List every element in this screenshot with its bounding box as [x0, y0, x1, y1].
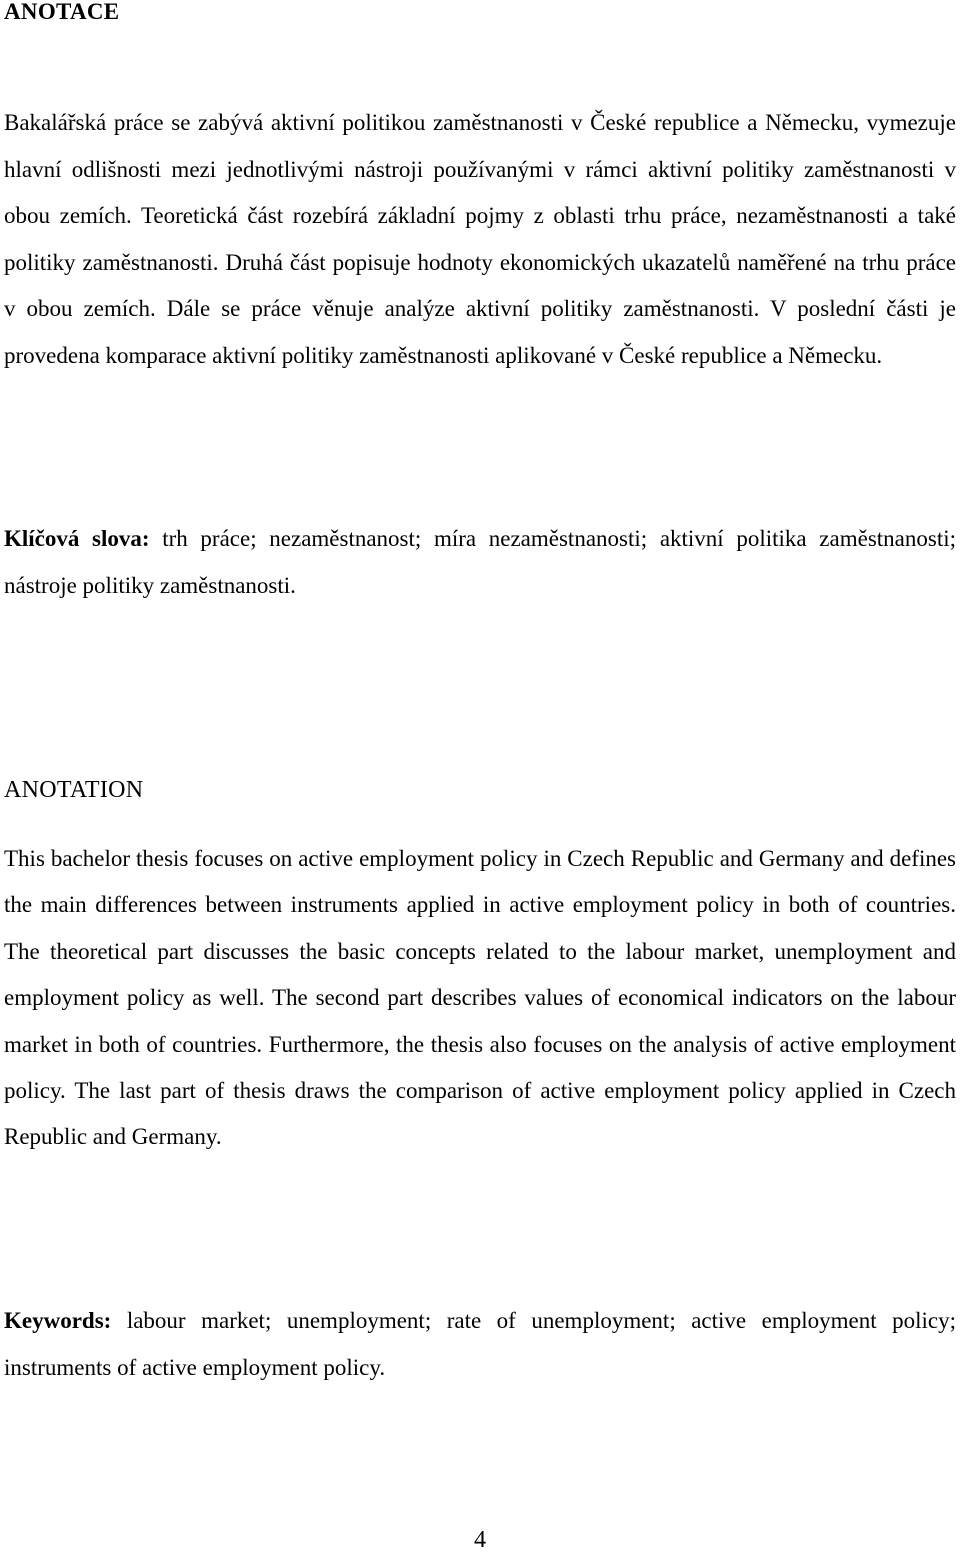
english-heading: ANOTATION — [4, 777, 144, 803]
english-keywords — [4, 1298, 956, 1391]
english-abstract: This bachelor thesis focuses on active employment policy in Czech Republic and Germany and defines the main differences between instruments applied in active employment policy in both of countries. The theoretical part discusses the basic concepts related to the labour market, unemployment and employment policy as well. The second part describes values of economical indicators on the labour market in both of countries. Furthermore, the thesis also focuses on the analysis of active employment policy. The last part of thesis draws the comparison of active employment policy applied in Czech Republic and Germany. — [4, 846, 956, 1150]
english-keywords-text: labour market; unemployment; rate of unemployment; active employment policy; instruments of active employment policy. — [4, 1308, 956, 1380]
czech-keywords-text: trh práce; nezaměstnanost; míra nezaměstnanosti; aktivní politika zaměstnanosti; nástroje politiky zaměstnanosti. — [4, 526, 956, 598]
czech-abstract: Bakalářská práce se zabývá aktivní politikou zaměstnanosti v České republice a Německu, vymezuje hlavní odlišnosti mezi jednotlivými nástroji používanými v rámci aktivní politiky zaměstnanosti v obou zemích. Teoretická část rozebírá základní pojmy z oblasti trhu práce, nezaměstnanosti a také politiky zaměstnanosti. Druhá část popisuje hodnoty ekonomických ukazatelů naměřené na trhu práce v obou zemích. Dále se práce věnuje analýze aktivní politiky zaměstnanosti. V poslední části je provedena komparace aktivní politiky zaměstnanosti aplikované v České republice a Německu. — [4, 110, 956, 368]
czech-keywords-label: Klíčová slova: — [4, 526, 150, 551]
english-keywords-label: Keywords: — [4, 1308, 112, 1333]
czech-keywords — [4, 516, 956, 609]
page-number: 4 — [474, 1527, 486, 1553]
czech-heading: ANOTACE — [4, 0, 120, 24]
